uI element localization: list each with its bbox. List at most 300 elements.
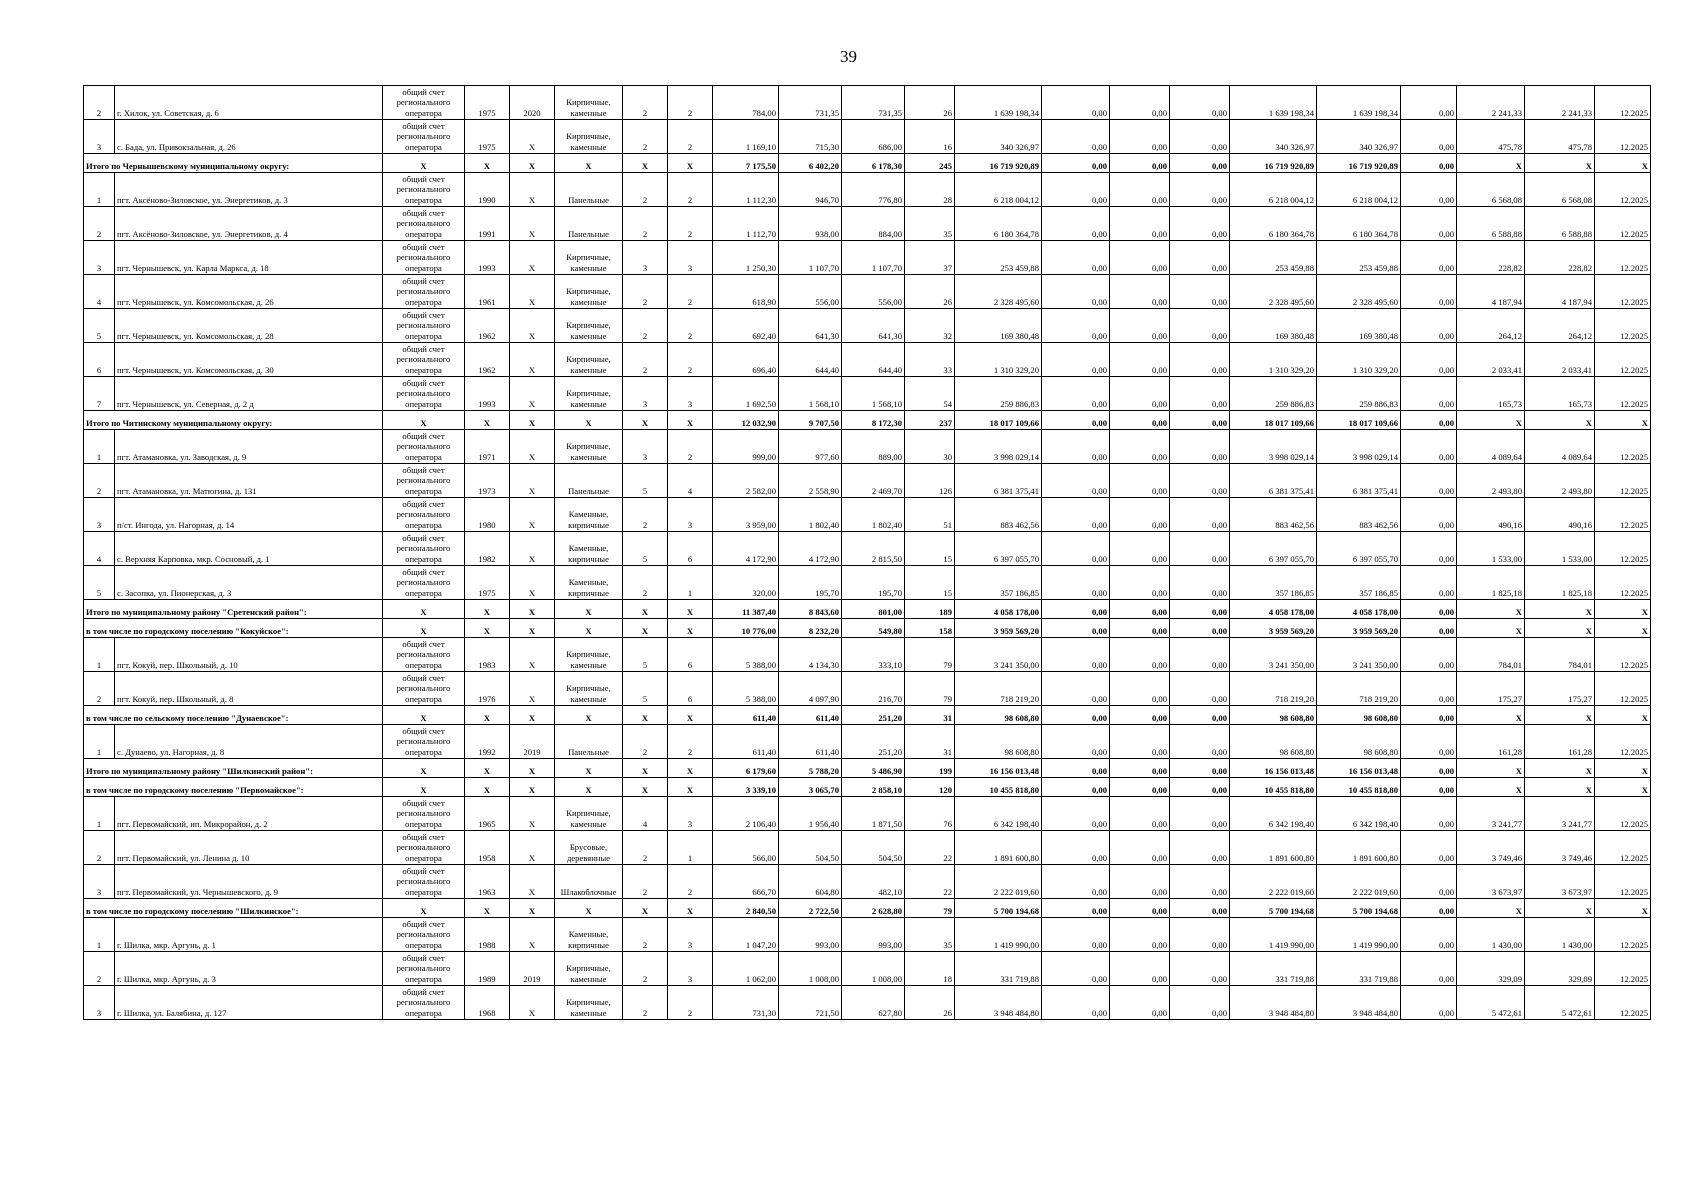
row-number-cell: 1 bbox=[84, 918, 115, 952]
cell-v2: 611,40 bbox=[779, 706, 842, 725]
total-label-cell: в том числе по сельскому поселению "Дунаевское": bbox=[84, 706, 383, 725]
cell-v13: Х bbox=[1525, 706, 1595, 725]
cell-entrances: 3 bbox=[668, 241, 713, 275]
cell-v5: 3 241 350,00 bbox=[955, 638, 1042, 672]
cell-v4: 37 bbox=[905, 241, 955, 275]
cell-v9: 5 700 194,68 bbox=[1230, 899, 1317, 918]
cell-v11: 0,00 bbox=[1401, 241, 1457, 275]
cell-account: общий счет регионального оператора bbox=[383, 309, 465, 343]
cell-v1: 1 112,30 bbox=[713, 173, 779, 207]
cell-v11: 0,00 bbox=[1401, 865, 1457, 899]
cell-v12: 161,28 bbox=[1457, 725, 1525, 759]
cell-v9: 331 719,88 bbox=[1230, 952, 1317, 986]
housing-repair-table bbox=[83, 85, 1651, 1020]
cell-year2: Х bbox=[510, 464, 555, 498]
cell-date: 12.2025 bbox=[1595, 498, 1651, 532]
cell-v12: 3 749,46 bbox=[1457, 831, 1525, 865]
cell-v10: 340 326,97 bbox=[1317, 120, 1401, 154]
cell-v8: 0,00 bbox=[1170, 498, 1230, 532]
cell-v6: 0,00 bbox=[1042, 706, 1110, 725]
cell-v4: 31 bbox=[905, 706, 955, 725]
cell-v13: 6 568,08 bbox=[1525, 173, 1595, 207]
row-number-cell: 1 bbox=[84, 725, 115, 759]
cell-year2: Х bbox=[510, 865, 555, 899]
cell-v7: 0,00 bbox=[1110, 899, 1170, 918]
cell-account: общий счет регионального оператора bbox=[383, 86, 465, 120]
cell-v1: 5 388,00 bbox=[713, 672, 779, 706]
cell-v5: 16 719 920,89 bbox=[955, 154, 1042, 173]
cell-entrances: 3 bbox=[668, 498, 713, 532]
cell-v13: 2 493,80 bbox=[1525, 464, 1595, 498]
cell-v4: 120 bbox=[905, 778, 955, 797]
cell-v8: 0,00 bbox=[1170, 207, 1230, 241]
cell-v4: 79 bbox=[905, 899, 955, 918]
cell-v5: 16 156 013,48 bbox=[955, 759, 1042, 778]
cell-account: общий счет регионального оператора bbox=[383, 725, 465, 759]
cell-date: 12.2025 bbox=[1595, 918, 1651, 952]
cell-material: Кирпичные, каменные bbox=[555, 86, 623, 120]
cell-v5: 340 326,97 bbox=[955, 120, 1042, 154]
cell-date: 12.2025 bbox=[1595, 638, 1651, 672]
cell-v5: 6 218 004,12 bbox=[955, 173, 1042, 207]
cell-v10: 3 241 350,00 bbox=[1317, 638, 1401, 672]
cell-v2: 644,40 bbox=[779, 343, 842, 377]
cell-floors: 2 bbox=[623, 309, 668, 343]
cell-v12: 228,82 bbox=[1457, 241, 1525, 275]
cell-year2: Х bbox=[510, 831, 555, 865]
cell-year: 1980 bbox=[465, 498, 510, 532]
row-number-cell: 6 bbox=[84, 343, 115, 377]
cell-v3: 801,00 bbox=[842, 600, 905, 619]
cell-v3: 1 802,40 bbox=[842, 498, 905, 532]
cell-material: Кирпичные, каменные bbox=[555, 241, 623, 275]
cell-v10: 98 608,80 bbox=[1317, 725, 1401, 759]
cell-v1: 2 106,40 bbox=[713, 797, 779, 831]
cell-v7: 0,00 bbox=[1110, 706, 1170, 725]
cell-v1: 666,70 bbox=[713, 865, 779, 899]
table-row bbox=[84, 309, 1651, 343]
row-number-cell: 2 bbox=[84, 831, 115, 865]
cell-v13: 2 241,33 bbox=[1525, 86, 1595, 120]
cell-account: общий счет регионального оператора bbox=[383, 343, 465, 377]
cell-v6: 0,00 bbox=[1042, 865, 1110, 899]
cell-v12: 1 533,00 bbox=[1457, 532, 1525, 566]
cell-v9: 3 948 484,80 bbox=[1230, 986, 1317, 1020]
table-row bbox=[84, 173, 1651, 207]
cell-v4: 79 bbox=[905, 672, 955, 706]
cell-v11: 0,00 bbox=[1401, 309, 1457, 343]
cell-v5: 18 017 109,66 bbox=[955, 411, 1042, 430]
cell-v1: 11 387,40 bbox=[713, 600, 779, 619]
cell-entrances: 2 bbox=[668, 309, 713, 343]
table-row bbox=[84, 377, 1651, 411]
cell-v6: 0,00 bbox=[1042, 154, 1110, 173]
cell-account: общий счет регионального оператора bbox=[383, 464, 465, 498]
address-cell: пгт. Атамановка, ул. Заводская, д. 9 bbox=[115, 430, 383, 464]
cell-year: 1965 bbox=[465, 797, 510, 831]
cell-entrances: 2 bbox=[668, 986, 713, 1020]
cell-v2: 9 707,50 bbox=[779, 411, 842, 430]
cell-year: 1992 bbox=[465, 725, 510, 759]
cell-v6: 0,00 bbox=[1042, 831, 1110, 865]
cell-v10: 16 156 013,48 bbox=[1317, 759, 1401, 778]
cell-date: 12.2025 bbox=[1595, 430, 1651, 464]
total-label-cell: в том числе по городскому поселению "Шилкинское": bbox=[84, 899, 383, 918]
cell-floors: 5 bbox=[623, 638, 668, 672]
cell-year: Х bbox=[465, 899, 510, 918]
cell-material: Кирпичные, каменные bbox=[555, 797, 623, 831]
address-cell: пгт. Первомайский, ул. Чернышевского, д. 9 bbox=[115, 865, 383, 899]
cell-v10: 18 017 109,66 bbox=[1317, 411, 1401, 430]
cell-v12: 475,78 bbox=[1457, 120, 1525, 154]
cell-year: Х bbox=[465, 154, 510, 173]
cell-v1: 2 840,50 bbox=[713, 899, 779, 918]
cell-v5: 6 180 364,78 bbox=[955, 207, 1042, 241]
cell-v7: 0,00 bbox=[1110, 120, 1170, 154]
cell-account: Х bbox=[383, 619, 465, 638]
cell-year: 1991 bbox=[465, 207, 510, 241]
cell-entrances: Х bbox=[668, 899, 713, 918]
cell-year2: 2019 bbox=[510, 952, 555, 986]
table-row bbox=[84, 86, 1651, 120]
cell-account: общий счет регионального оператора bbox=[383, 672, 465, 706]
cell-v7: 0,00 bbox=[1110, 154, 1170, 173]
cell-v8: 0,00 bbox=[1170, 918, 1230, 952]
cell-v12: Х bbox=[1457, 154, 1525, 173]
cell-v8: 0,00 bbox=[1170, 120, 1230, 154]
cell-material: Х bbox=[555, 899, 623, 918]
cell-v2: 993,00 bbox=[779, 918, 842, 952]
cell-floors: 3 bbox=[623, 377, 668, 411]
cell-year2: Х bbox=[510, 173, 555, 207]
cell-v11: 0,00 bbox=[1401, 173, 1457, 207]
cell-entrances: Х bbox=[668, 759, 713, 778]
cell-floors: Х bbox=[623, 600, 668, 619]
cell-v8: 0,00 bbox=[1170, 778, 1230, 797]
cell-v11: 0,00 bbox=[1401, 899, 1457, 918]
table-row bbox=[84, 464, 1651, 498]
cell-v8: 0,00 bbox=[1170, 831, 1230, 865]
cell-v1: 12 032,90 bbox=[713, 411, 779, 430]
cell-material: Кирпичные, каменные bbox=[555, 430, 623, 464]
cell-floors: 2 bbox=[623, 207, 668, 241]
cell-date: 12.2025 bbox=[1595, 725, 1651, 759]
table-row bbox=[84, 430, 1651, 464]
cell-v4: 199 bbox=[905, 759, 955, 778]
cell-entrances: 2 bbox=[668, 86, 713, 120]
cell-v12: 3 673,97 bbox=[1457, 865, 1525, 899]
cell-v8: 0,00 bbox=[1170, 173, 1230, 207]
cell-v13: 475,78 bbox=[1525, 120, 1595, 154]
cell-v8: 0,00 bbox=[1170, 309, 1230, 343]
cell-year2: Х bbox=[510, 120, 555, 154]
cell-year: 1961 bbox=[465, 275, 510, 309]
cell-v13: 3 241,77 bbox=[1525, 797, 1595, 831]
cell-year2: 2019 bbox=[510, 725, 555, 759]
cell-v10: 883 462,56 bbox=[1317, 498, 1401, 532]
cell-year: 1990 bbox=[465, 173, 510, 207]
cell-v3: 504,50 bbox=[842, 831, 905, 865]
cell-material: Панельные bbox=[555, 207, 623, 241]
cell-v6: 0,00 bbox=[1042, 309, 1110, 343]
cell-v3: 333,10 bbox=[842, 638, 905, 672]
cell-v5: 331 719,88 bbox=[955, 952, 1042, 986]
address-cell: с. Дунаево, ул. Нагорная, д. 8 bbox=[115, 725, 383, 759]
table-row bbox=[84, 566, 1651, 600]
cell-v5: 3 959 569,20 bbox=[955, 619, 1042, 638]
cell-v8: 0,00 bbox=[1170, 865, 1230, 899]
table-row bbox=[84, 241, 1651, 275]
row-number-cell: 2 bbox=[84, 952, 115, 986]
cell-v8: 0,00 bbox=[1170, 275, 1230, 309]
cell-v2: 977,60 bbox=[779, 430, 842, 464]
cell-v1: 6 179,60 bbox=[713, 759, 779, 778]
cell-v1: 692,40 bbox=[713, 309, 779, 343]
cell-v4: 189 bbox=[905, 600, 955, 619]
cell-v4: 18 bbox=[905, 952, 955, 986]
cell-year: 1989 bbox=[465, 952, 510, 986]
cell-v13: 490,16 bbox=[1525, 498, 1595, 532]
cell-v10: 6 218 004,12 bbox=[1317, 173, 1401, 207]
cell-floors: 2 bbox=[623, 343, 668, 377]
page-number: 39 bbox=[840, 47, 857, 66]
cell-v9: 98 608,80 bbox=[1230, 706, 1317, 725]
cell-entrances: 6 bbox=[668, 638, 713, 672]
cell-v12: Х bbox=[1457, 759, 1525, 778]
cell-year: Х bbox=[465, 778, 510, 797]
cell-date: 12.2025 bbox=[1595, 343, 1651, 377]
cell-v4: 245 bbox=[905, 154, 955, 173]
cell-v1: 4 172,90 bbox=[713, 532, 779, 566]
cell-v7: 0,00 bbox=[1110, 865, 1170, 899]
cell-v9: 6 180 364,78 bbox=[1230, 207, 1317, 241]
cell-year2: Х bbox=[510, 241, 555, 275]
cell-v1: 320,00 bbox=[713, 566, 779, 600]
cell-v11: 0,00 bbox=[1401, 207, 1457, 241]
cell-v9: 1 419 990,00 bbox=[1230, 918, 1317, 952]
cell-v3: 1 107,70 bbox=[842, 241, 905, 275]
row-number-cell: 3 bbox=[84, 865, 115, 899]
cell-v3: 884,00 bbox=[842, 207, 905, 241]
cell-v2: 8 843,60 bbox=[779, 600, 842, 619]
address-cell: пгт. Кокуй, пер. Школьный, д. 8 bbox=[115, 672, 383, 706]
cell-v7: 0,00 bbox=[1110, 464, 1170, 498]
cell-v7: 0,00 bbox=[1110, 498, 1170, 532]
cell-entrances: Х bbox=[668, 778, 713, 797]
cell-v4: 35 bbox=[905, 207, 955, 241]
address-cell: пгт. Чернышевск, ул. Комсомольская, д. 30 bbox=[115, 343, 383, 377]
cell-v8: 0,00 bbox=[1170, 725, 1230, 759]
cell-v2: 2 722,50 bbox=[779, 899, 842, 918]
cell-account: Х bbox=[383, 759, 465, 778]
cell-year: 1983 bbox=[465, 638, 510, 672]
cell-v12: 6 588,88 bbox=[1457, 207, 1525, 241]
address-cell: пгт. Аксёново-Зиловское, ул. Энергетиков, д. 3 bbox=[115, 173, 383, 207]
table-total-row bbox=[84, 411, 1651, 430]
cell-v13: Х bbox=[1525, 411, 1595, 430]
cell-v7: 0,00 bbox=[1110, 759, 1170, 778]
cell-v12: 6 568,08 bbox=[1457, 173, 1525, 207]
cell-material: Шлакоблочные bbox=[555, 865, 623, 899]
cell-account: общий счет регионального оператора bbox=[383, 430, 465, 464]
cell-v10: 6 381 375,41 bbox=[1317, 464, 1401, 498]
cell-material: Каменные, кирпичные bbox=[555, 918, 623, 952]
cell-year2: 2020 bbox=[510, 86, 555, 120]
cell-year2: Х bbox=[510, 918, 555, 952]
cell-v8: 0,00 bbox=[1170, 377, 1230, 411]
cell-v5: 2 328 495,60 bbox=[955, 275, 1042, 309]
cell-v13: 5 472,61 bbox=[1525, 986, 1595, 1020]
cell-v3: 6 178,30 bbox=[842, 154, 905, 173]
cell-account: Х bbox=[383, 154, 465, 173]
total-label-cell: в том числе по городскому поселению "Кокуйское": bbox=[84, 619, 383, 638]
cell-v5: 1 310 329,20 bbox=[955, 343, 1042, 377]
cell-v9: 18 017 109,66 bbox=[1230, 411, 1317, 430]
cell-v11: 0,00 bbox=[1401, 831, 1457, 865]
cell-v12: 3 241,77 bbox=[1457, 797, 1525, 831]
cell-v4: 30 bbox=[905, 430, 955, 464]
cell-floors: 2 bbox=[623, 498, 668, 532]
cell-floors: 3 bbox=[623, 241, 668, 275]
cell-floors: Х bbox=[623, 706, 668, 725]
cell-date: Х bbox=[1595, 899, 1651, 918]
cell-date: 12.2025 bbox=[1595, 566, 1651, 600]
cell-v1: 696,40 bbox=[713, 343, 779, 377]
cell-v2: 641,30 bbox=[779, 309, 842, 343]
cell-v6: 0,00 bbox=[1042, 725, 1110, 759]
cell-v9: 169 380,48 bbox=[1230, 309, 1317, 343]
cell-v10: 3 959 569,20 bbox=[1317, 619, 1401, 638]
table-row bbox=[84, 952, 1651, 986]
cell-v9: 3 998 029,14 bbox=[1230, 430, 1317, 464]
cell-year: Х bbox=[465, 706, 510, 725]
cell-date: 12.2025 bbox=[1595, 377, 1651, 411]
cell-v7: 0,00 bbox=[1110, 672, 1170, 706]
cell-v7: 0,00 bbox=[1110, 831, 1170, 865]
cell-v5: 3 948 484,80 bbox=[955, 986, 1042, 1020]
cell-floors: 2 bbox=[623, 918, 668, 952]
cell-v7: 0,00 bbox=[1110, 532, 1170, 566]
cell-v3: 2 628,80 bbox=[842, 899, 905, 918]
cell-v2: 604,80 bbox=[779, 865, 842, 899]
total-label-cell: Итого по Читинскому муниципальному округу: bbox=[84, 411, 383, 430]
cell-year2: Х bbox=[510, 706, 555, 725]
cell-floors: 2 bbox=[623, 86, 668, 120]
cell-v13: 2 033,41 bbox=[1525, 343, 1595, 377]
address-cell: пгт. Атамановка, ул. Матюгина, д. 131 bbox=[115, 464, 383, 498]
cell-entrances: 3 bbox=[668, 797, 713, 831]
cell-v6: 0,00 bbox=[1042, 173, 1110, 207]
cell-v13: 3 749,46 bbox=[1525, 831, 1595, 865]
cell-v2: 1 568,10 bbox=[779, 377, 842, 411]
cell-v1: 5 388,00 bbox=[713, 638, 779, 672]
cell-v6: 0,00 bbox=[1042, 778, 1110, 797]
cell-v2: 3 065,70 bbox=[779, 778, 842, 797]
cell-date: Х bbox=[1595, 619, 1651, 638]
cell-floors: Х bbox=[623, 778, 668, 797]
cell-year2: Х bbox=[510, 343, 555, 377]
row-number-cell: 5 bbox=[84, 566, 115, 600]
cell-entrances: Х bbox=[668, 600, 713, 619]
cell-v7: 0,00 bbox=[1110, 377, 1170, 411]
cell-v6: 0,00 bbox=[1042, 120, 1110, 154]
cell-floors: 5 bbox=[623, 532, 668, 566]
cell-v8: 0,00 bbox=[1170, 600, 1230, 619]
cell-v3: 641,30 bbox=[842, 309, 905, 343]
cell-v13: 1 533,00 bbox=[1525, 532, 1595, 566]
cell-floors: 5 bbox=[623, 672, 668, 706]
cell-v4: 15 bbox=[905, 532, 955, 566]
cell-entrances: 4 bbox=[668, 464, 713, 498]
cell-v11: 0,00 bbox=[1401, 411, 1457, 430]
cell-v1: 3 959,00 bbox=[713, 498, 779, 532]
row-number-cell: 1 bbox=[84, 797, 115, 831]
cell-date: 12.2025 bbox=[1595, 241, 1651, 275]
cell-year2: Х bbox=[510, 532, 555, 566]
cell-account: общий счет регионального оператора bbox=[383, 377, 465, 411]
cell-date: 12.2025 bbox=[1595, 952, 1651, 986]
cell-v10: 259 886,83 bbox=[1317, 377, 1401, 411]
cell-v9: 1 310 329,20 bbox=[1230, 343, 1317, 377]
cell-v5: 98 608,80 bbox=[955, 725, 1042, 759]
cell-entrances: Х bbox=[668, 706, 713, 725]
cell-v11: 0,00 bbox=[1401, 759, 1457, 778]
cell-v12: Х bbox=[1457, 619, 1525, 638]
cell-entrances: 2 bbox=[668, 343, 713, 377]
cell-account: общий счет регионального оператора bbox=[383, 831, 465, 865]
cell-v11: 0,00 bbox=[1401, 619, 1457, 638]
address-cell: п/ст. Ингода, ул. Нагорная, д. 14 bbox=[115, 498, 383, 532]
cell-v10: 3 998 029,14 bbox=[1317, 430, 1401, 464]
cell-year2: Х bbox=[510, 207, 555, 241]
cell-v1: 1 112,70 bbox=[713, 207, 779, 241]
cell-v12: 490,16 bbox=[1457, 498, 1525, 532]
cell-v11: 0,00 bbox=[1401, 532, 1457, 566]
cell-v6: 0,00 bbox=[1042, 377, 1110, 411]
cell-v3: 251,20 bbox=[842, 706, 905, 725]
cell-account: общий счет регионального оператора bbox=[383, 918, 465, 952]
cell-v6: 0,00 bbox=[1042, 600, 1110, 619]
cell-v7: 0,00 bbox=[1110, 986, 1170, 1020]
cell-v9: 6 397 055,70 bbox=[1230, 532, 1317, 566]
cell-v6: 0,00 bbox=[1042, 498, 1110, 532]
cell-v9: 259 886,83 bbox=[1230, 377, 1317, 411]
cell-year2: Х bbox=[510, 566, 555, 600]
cell-material: Каменные, кирпичные bbox=[555, 498, 623, 532]
cell-v11: 0,00 bbox=[1401, 638, 1457, 672]
cell-year2: Х bbox=[510, 377, 555, 411]
cell-year: 1975 bbox=[465, 120, 510, 154]
cell-material: Кирпичные, каменные bbox=[555, 672, 623, 706]
cell-v4: 26 bbox=[905, 275, 955, 309]
cell-v6: 0,00 bbox=[1042, 986, 1110, 1020]
cell-v12: 2 493,80 bbox=[1457, 464, 1525, 498]
cell-v4: 237 bbox=[905, 411, 955, 430]
cell-v1: 10 776,00 bbox=[713, 619, 779, 638]
address-cell: пгт. Кокуй, пер. Школьный, д. 10 bbox=[115, 638, 383, 672]
cell-v6: 0,00 bbox=[1042, 952, 1110, 986]
cell-v4: 16 bbox=[905, 120, 955, 154]
address-cell: пгт. Чернышевск, ул. Комсомольская, д. 28 bbox=[115, 309, 383, 343]
cell-date: 12.2025 bbox=[1595, 207, 1651, 241]
cell-v6: 0,00 bbox=[1042, 759, 1110, 778]
row-number-cell: 2 bbox=[84, 207, 115, 241]
cell-account: общий счет регионального оператора bbox=[383, 986, 465, 1020]
table-total-row bbox=[84, 154, 1651, 173]
cell-v6: 0,00 bbox=[1042, 241, 1110, 275]
cell-year2: Х bbox=[510, 309, 555, 343]
cell-v5: 253 459,88 bbox=[955, 241, 1042, 275]
